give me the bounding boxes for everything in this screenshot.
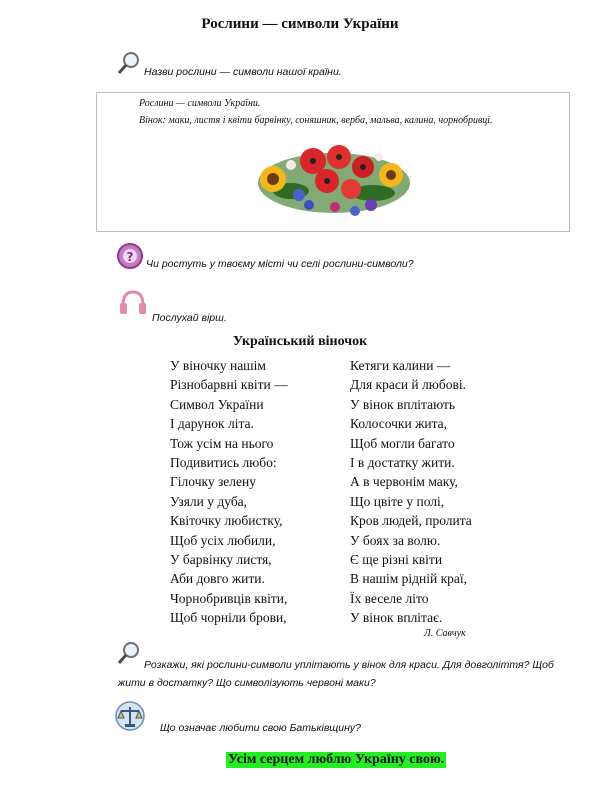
poem-line: Кров людей, пролита	[350, 513, 472, 529]
scales-icon	[114, 700, 146, 732]
magnifier-icon	[116, 50, 142, 76]
poem-line: В нашім рідній краї,	[350, 571, 468, 587]
poem-line: У віночку нашім	[170, 358, 266, 373]
poem-line: Кетяги калини —	[350, 358, 451, 373]
poem-line: Колосочки жита,	[350, 416, 448, 432]
poem-line: У барвінку листя,	[170, 552, 272, 568]
poem-line: Їх веселе літо	[350, 590, 429, 606]
svg-text:?: ?	[126, 250, 134, 264]
task-discuss: Розкажи, які рослини-символи уплітають у вінок для краси. Для довголіття? Щоб жити в достатку? Що символізують червоні маки?	[118, 659, 554, 689]
poem-line: Для краси й любові.	[350, 377, 466, 393]
poem-line: Квіточку любистку,	[170, 513, 283, 529]
motto-highlight: Усім серцем люблю Україну свою.	[228, 752, 445, 767]
poem-line: Гілочку зелену	[170, 474, 257, 490]
task-grow-question: Чи ростуть у твоєму місті чи селі рослини-символи?	[146, 258, 414, 270]
poem-line: Аби довго жити.	[170, 571, 265, 587]
info-box	[96, 92, 570, 232]
poem-line: І дарунок літа.	[170, 416, 254, 432]
flower-wreath-image	[251, 135, 417, 223]
page-title: Рослини — символи України	[201, 16, 399, 32]
task-meaning-phrase: любити свою Батьківщину?	[219, 722, 361, 734]
task-listen: Послухай вірш.	[152, 312, 227, 324]
poem-line: Символ України	[170, 396, 264, 412]
poem-line: Що цвіте у полі,	[350, 493, 445, 509]
task-meaning-prefix: Що означає	[160, 722, 220, 734]
poem-line: Щоб чорніли брови,	[170, 610, 287, 626]
poem-line: Різнобарвні квіти —	[170, 377, 288, 393]
poem-line: У боях за волю.	[350, 532, 441, 548]
headphones-icon	[118, 288, 148, 318]
poem-line: Є ще різні квіти	[350, 552, 443, 568]
poem-left-column	[170, 356, 288, 628]
task-name-plants: Назви рослини — символи нашої країни.	[144, 66, 342, 78]
poem-line: Чорнобривців квіти,	[170, 590, 288, 606]
task-meaning	[160, 722, 361, 734]
poem-line: Подивитись любо:	[170, 455, 277, 471]
poem-line: Щоб могли багато	[350, 435, 455, 451]
poem-line: А в червонім маку,	[350, 474, 458, 490]
poem-right-column	[350, 356, 472, 628]
poem-author: Л. Савчук	[424, 628, 466, 639]
poem-line: Щоб усіх любили,	[170, 532, 276, 548]
poem-line: У вінок вплітає.	[350, 610, 443, 626]
poem-line: У вінок вплітають	[350, 396, 456, 412]
poem-title: Український віночок	[232, 334, 368, 349]
poem-line: Узяли у дуба,	[170, 493, 248, 509]
poem-line: Тож усім на нього	[170, 435, 274, 451]
info-box-heading: Рослини — символи України.	[139, 98, 261, 109]
info-box-text: Вінок: маки, листя і квіти барвінку, соняшник, верба, мальва, калина, чорнобривці.	[139, 115, 493, 126]
question-icon	[116, 242, 144, 270]
poem-line: І в достатку жити.	[350, 455, 455, 471]
